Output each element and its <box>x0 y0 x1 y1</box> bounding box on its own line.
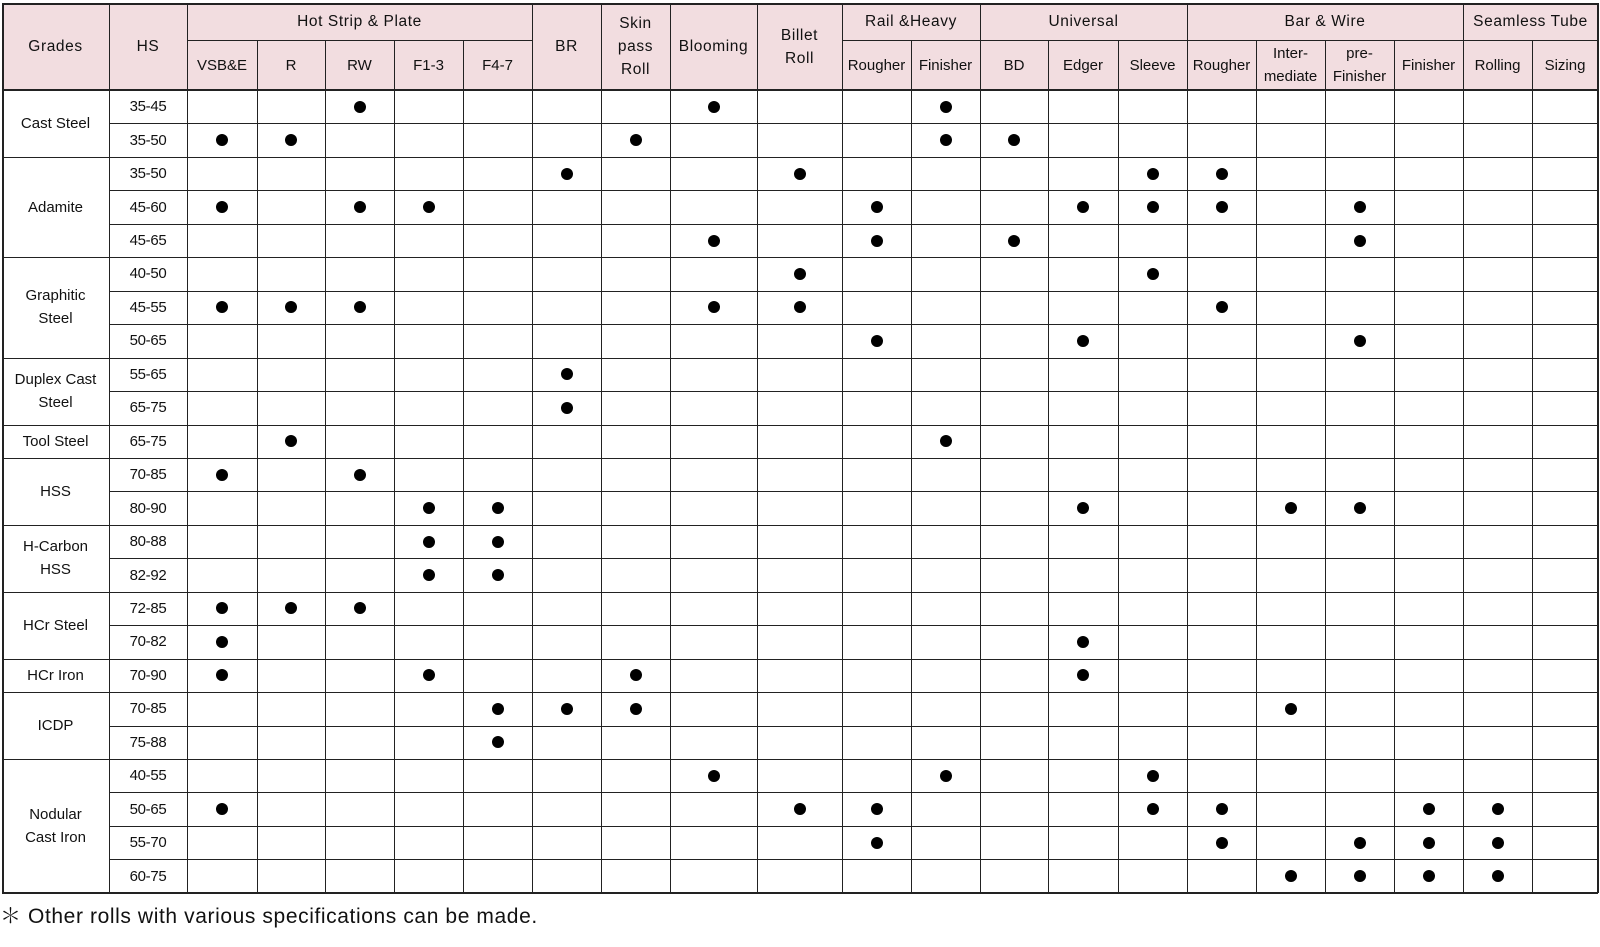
subheader <box>1048 40 1118 90</box>
col-line <box>601 40 602 893</box>
subheader <box>1325 40 1394 90</box>
hs-value-label: 70-85 <box>129 466 167 484</box>
applicable-mark <box>561 703 573 715</box>
header-divider <box>2 89 1598 91</box>
applicable-mark <box>216 134 228 146</box>
header-cell <box>2 3 109 90</box>
header-cell-label: Skin pass Roll <box>617 15 654 78</box>
group-line <box>670 3 671 40</box>
col-line <box>109 40 110 893</box>
applicable-mark <box>1354 502 1366 514</box>
subheader <box>980 40 1048 90</box>
applicable-mark <box>794 168 806 180</box>
applicable-mark <box>1008 235 1020 247</box>
subheader-label: F4-7 <box>482 56 513 74</box>
subheader <box>842 40 911 90</box>
subheader <box>325 40 394 90</box>
subheader <box>911 40 980 90</box>
applicable-mark <box>1147 268 1159 280</box>
header-cell <box>601 3 670 90</box>
applicable-mark <box>1147 803 1159 815</box>
header-cell <box>757 3 842 90</box>
grade-label <box>2 525 109 592</box>
hs-value <box>109 859 187 892</box>
applicable-mark <box>940 134 952 146</box>
hs-value <box>109 458 187 491</box>
grade-label-label: Duplex Cast Steel <box>14 371 97 412</box>
grade-label <box>2 90 109 157</box>
applicable-mark <box>492 736 504 748</box>
hs-value-label: 70-85 <box>129 700 167 718</box>
group-line <box>532 3 533 40</box>
hs-value-label: 45-60 <box>129 198 167 216</box>
applicable-mark <box>1216 168 1228 180</box>
applicable-mark <box>708 101 720 113</box>
applicable-mark <box>354 101 366 113</box>
row-line <box>2 525 1598 526</box>
hs-value-label: 70-90 <box>129 666 167 684</box>
grade-label <box>2 358 109 425</box>
grade-label-label: Tool Steel <box>22 432 89 450</box>
header-group <box>187 3 532 40</box>
hs-value-label: 55-65 <box>129 365 167 383</box>
hs-value <box>109 291 187 324</box>
applicable-mark <box>630 703 642 715</box>
hs-value-label: 80-90 <box>129 499 167 517</box>
row-line <box>109 826 1598 827</box>
hs-value-label: 82-92 <box>129 566 167 584</box>
group-line <box>1463 3 1464 40</box>
hs-value-label: 35-50 <box>129 131 167 149</box>
grade-label <box>2 759 109 893</box>
grade-label-label: ICDP <box>37 717 74 735</box>
hs-value <box>109 123 187 156</box>
subheader <box>1463 40 1532 90</box>
applicable-mark <box>354 602 366 614</box>
hs-value-label: 50-65 <box>129 800 167 818</box>
applicable-mark <box>492 536 504 548</box>
applicable-mark <box>1423 803 1435 815</box>
row-line <box>109 324 1598 325</box>
applicable-mark <box>492 502 504 514</box>
col-line <box>1325 40 1326 893</box>
applicable-mark <box>1147 201 1159 213</box>
row-line <box>2 157 1598 158</box>
applicable-mark <box>1354 870 1366 882</box>
applicable-mark <box>1216 803 1228 815</box>
subheader-label: BD <box>1003 56 1025 74</box>
applicable-mark <box>492 703 504 715</box>
table-border-top <box>2 3 1598 5</box>
row-line <box>109 491 1598 492</box>
subheader-divider <box>1463 40 1598 41</box>
hs-value-label: 40-55 <box>129 767 167 785</box>
applicable-mark <box>794 268 806 280</box>
applicable-mark <box>1354 335 1366 347</box>
footnote: ＊ Other rolls with various specifications can be made. <box>0 905 538 928</box>
hs-value <box>109 692 187 725</box>
applicable-mark <box>630 669 642 681</box>
header-cell <box>109 3 187 90</box>
applicable-mark <box>285 301 297 313</box>
header-group <box>842 3 980 40</box>
applicable-mark <box>561 168 573 180</box>
subheader-divider <box>187 40 532 41</box>
hs-value-label: 40-50 <box>129 265 167 283</box>
applicable-mark <box>354 469 366 481</box>
applicable-mark <box>423 536 435 548</box>
applicable-mark <box>1077 669 1089 681</box>
hs-value <box>109 257 187 290</box>
hs-value <box>109 592 187 625</box>
row-line <box>109 859 1598 860</box>
applicable-mark <box>1423 837 1435 849</box>
grade-label <box>2 659 109 692</box>
header-group <box>980 3 1187 40</box>
subheader-label: Sizing <box>1544 56 1586 74</box>
applicable-mark <box>216 201 228 213</box>
subheader-label: Edger <box>1062 56 1104 74</box>
applicable-mark <box>216 669 228 681</box>
col-line <box>1256 40 1257 893</box>
applicable-mark <box>708 770 720 782</box>
applicable-mark <box>561 368 573 380</box>
row-line <box>109 391 1598 392</box>
header-group-label: Bar & Wire <box>1284 13 1366 30</box>
hs-value-label: 35-45 <box>129 98 167 116</box>
applicable-mark <box>354 301 366 313</box>
row-line <box>2 257 1598 258</box>
row-line <box>109 291 1598 292</box>
hs-value <box>109 157 187 190</box>
col-line <box>463 40 464 893</box>
col-line <box>1532 40 1533 893</box>
applicable-mark <box>1216 837 1228 849</box>
col-line <box>2 40 4 893</box>
col-line <box>1597 40 1599 893</box>
applicable-mark <box>216 602 228 614</box>
subheader <box>1256 40 1325 90</box>
applicable-mark <box>423 669 435 681</box>
grade-label-label: H-Carbon HSS <box>22 538 89 579</box>
hs-value <box>109 358 187 391</box>
subheader-label: Rougher <box>847 56 906 74</box>
table-border-bottom <box>2 892 1598 894</box>
subheader-label: RW <box>347 56 372 74</box>
applicable-mark <box>285 134 297 146</box>
header-group-label: Seamless Tube <box>1473 13 1588 30</box>
hs-value <box>109 792 187 825</box>
header-group <box>1187 3 1463 40</box>
applicable-mark <box>1147 168 1159 180</box>
header-group <box>1463 3 1598 40</box>
applicable-mark <box>1285 502 1297 514</box>
subheader-label: Inter- mediate <box>1263 45 1318 85</box>
applicable-mark <box>1354 235 1366 247</box>
subheader-label: R <box>285 56 297 74</box>
subheader-label: Rougher <box>1192 56 1251 74</box>
applicable-mark <box>708 235 720 247</box>
grade-label-label: Nodular Cast Iron <box>25 805 86 846</box>
header-cell-label: BR <box>555 38 578 55</box>
hs-value <box>109 726 187 759</box>
applicable-mark <box>794 301 806 313</box>
hs-value-label: 60-75 <box>129 867 167 885</box>
hs-value <box>109 759 187 792</box>
applicable-mark <box>871 803 883 815</box>
row-line <box>2 458 1598 459</box>
subheader-label: F1-3 <box>413 56 444 74</box>
grade-label-label: HSS <box>40 482 71 500</box>
row-line <box>109 190 1598 191</box>
applicable-mark <box>1216 301 1228 313</box>
col-line <box>325 40 326 893</box>
col-line <box>911 40 912 893</box>
header-cell <box>532 3 601 90</box>
row-line <box>109 123 1598 124</box>
applicable-mark <box>492 569 504 581</box>
group-line <box>842 3 843 40</box>
applicable-mark <box>216 469 228 481</box>
hs-value-label: 50-65 <box>129 332 167 350</box>
col-line <box>980 40 981 893</box>
col-line <box>1394 40 1395 893</box>
subheader <box>1532 40 1598 90</box>
hs-value-label: 35-50 <box>129 165 167 183</box>
applicable-mark <box>285 435 297 447</box>
applicable-mark <box>1423 870 1435 882</box>
hs-value <box>109 324 187 357</box>
applicable-mark <box>216 636 228 648</box>
applicable-mark <box>354 201 366 213</box>
applicable-mark <box>630 134 642 146</box>
applicable-mark <box>1077 335 1089 347</box>
group-line <box>187 3 188 40</box>
col-line <box>1048 40 1049 893</box>
applicable-mark <box>871 201 883 213</box>
row-line <box>109 558 1598 559</box>
hs-value-label: 55-70 <box>129 834 167 852</box>
applicable-mark <box>1216 201 1228 213</box>
subheader-label: VSB&E <box>196 56 248 74</box>
hs-value-label: 80-88 <box>129 533 167 551</box>
col-line <box>1463 40 1464 893</box>
hs-value-label: 70-82 <box>129 633 167 651</box>
hs-value <box>109 558 187 591</box>
header-cell-label: HS <box>136 38 160 55</box>
grade-label-label: HCr Iron <box>27 666 84 684</box>
subheader-divider <box>980 40 1187 41</box>
applicable-mark <box>940 101 952 113</box>
row-line <box>2 759 1598 760</box>
subheader-label: Finisher <box>1401 56 1456 74</box>
hs-value-label: 45-55 <box>129 298 167 316</box>
header-cell <box>670 3 757 90</box>
subheader <box>1118 40 1187 90</box>
grade-label <box>2 592 109 659</box>
applicable-mark <box>708 301 720 313</box>
applicable-mark <box>794 803 806 815</box>
applicable-mark <box>1077 201 1089 213</box>
hs-value <box>109 525 187 558</box>
applicable-mark <box>423 201 435 213</box>
col-line <box>842 40 843 893</box>
applicable-mark <box>871 837 883 849</box>
applicable-mark <box>216 803 228 815</box>
hs-value-label: 65-75 <box>129 399 167 417</box>
hs-value <box>109 826 187 859</box>
col-line <box>1118 40 1119 893</box>
group-line <box>757 3 758 40</box>
subheader <box>187 40 257 90</box>
applicable-mark <box>423 569 435 581</box>
applicable-mark <box>1077 636 1089 648</box>
hs-value-label: 75-88 <box>129 733 167 751</box>
subheader-label: pre- Finisher <box>1332 45 1387 85</box>
header-group-label: Hot Strip & Plate <box>297 13 422 30</box>
row-line <box>109 792 1598 793</box>
applicable-mark <box>1147 770 1159 782</box>
applicable-mark <box>285 602 297 614</box>
group-line <box>1597 3 1599 40</box>
subheader <box>257 40 325 90</box>
col-line <box>757 40 758 893</box>
group-line <box>601 3 602 40</box>
subheader-label: Sleeve <box>1129 56 1176 74</box>
grade-label-label: Graphitic Steel <box>25 287 86 328</box>
group-line <box>1187 3 1188 40</box>
applicable-mark <box>1492 837 1504 849</box>
hs-value-label: 65-75 <box>129 432 167 450</box>
subheader <box>1394 40 1463 90</box>
grade-label <box>2 458 109 525</box>
hs-value <box>109 659 187 692</box>
row-line <box>109 726 1598 727</box>
col-line <box>1187 40 1188 893</box>
hs-value <box>109 224 187 257</box>
col-line <box>394 40 395 893</box>
row-line <box>109 625 1598 626</box>
applicable-mark <box>423 502 435 514</box>
header-cell-label: Grades <box>28 38 83 55</box>
applicable-mark <box>561 402 573 414</box>
group-line <box>980 3 981 40</box>
applicable-mark <box>1354 837 1366 849</box>
row-line <box>2 425 1598 426</box>
row-line <box>109 224 1598 225</box>
applicable-mark <box>871 335 883 347</box>
grade-label <box>2 257 109 357</box>
grade-label <box>2 425 109 458</box>
subheader <box>1187 40 1256 90</box>
hs-value <box>109 491 187 524</box>
header-cell-label: Blooming <box>678 38 749 55</box>
subheader <box>463 40 532 90</box>
hs-value-label: 45-65 <box>129 232 167 250</box>
applicable-mark <box>940 770 952 782</box>
hs-value <box>109 391 187 424</box>
applicable-mark <box>1008 134 1020 146</box>
hs-value <box>109 90 187 123</box>
grade-label-label: HCr Steel <box>22 616 89 634</box>
subheader <box>394 40 463 90</box>
applicable-mark <box>1492 803 1504 815</box>
row-line <box>2 358 1598 359</box>
subheader-label: Finisher <box>918 56 973 74</box>
grade-label-label: Adamite <box>27 198 84 216</box>
hs-value <box>109 625 187 658</box>
applicable-mark <box>216 301 228 313</box>
hs-value-label: 72-85 <box>129 599 167 617</box>
grade-label-label: Cast Steel <box>20 114 91 132</box>
applicable-mark <box>1492 870 1504 882</box>
header-group-label: Universal <box>1048 13 1119 30</box>
col-line <box>532 40 533 893</box>
col-line <box>670 40 671 893</box>
applicable-mark <box>1077 502 1089 514</box>
applicable-mark <box>1285 703 1297 715</box>
hs-value <box>109 190 187 223</box>
row-line <box>2 692 1598 693</box>
grade-label <box>2 692 109 759</box>
applicable-mark <box>871 235 883 247</box>
group-line <box>109 3 110 40</box>
row-line <box>2 592 1598 593</box>
hs-value <box>109 425 187 458</box>
col-line <box>257 40 258 893</box>
subheader-label: Rolling <box>1474 56 1521 74</box>
row-line <box>2 659 1598 660</box>
applicable-mark <box>1354 201 1366 213</box>
header-cell-label: Billet Roll <box>780 26 819 67</box>
header-group-label: Rail &Heavy <box>865 13 957 30</box>
group-line <box>2 3 4 40</box>
col-line <box>187 40 188 893</box>
applicable-mark <box>940 435 952 447</box>
grade-label <box>2 157 109 257</box>
applicable-mark <box>1285 870 1297 882</box>
